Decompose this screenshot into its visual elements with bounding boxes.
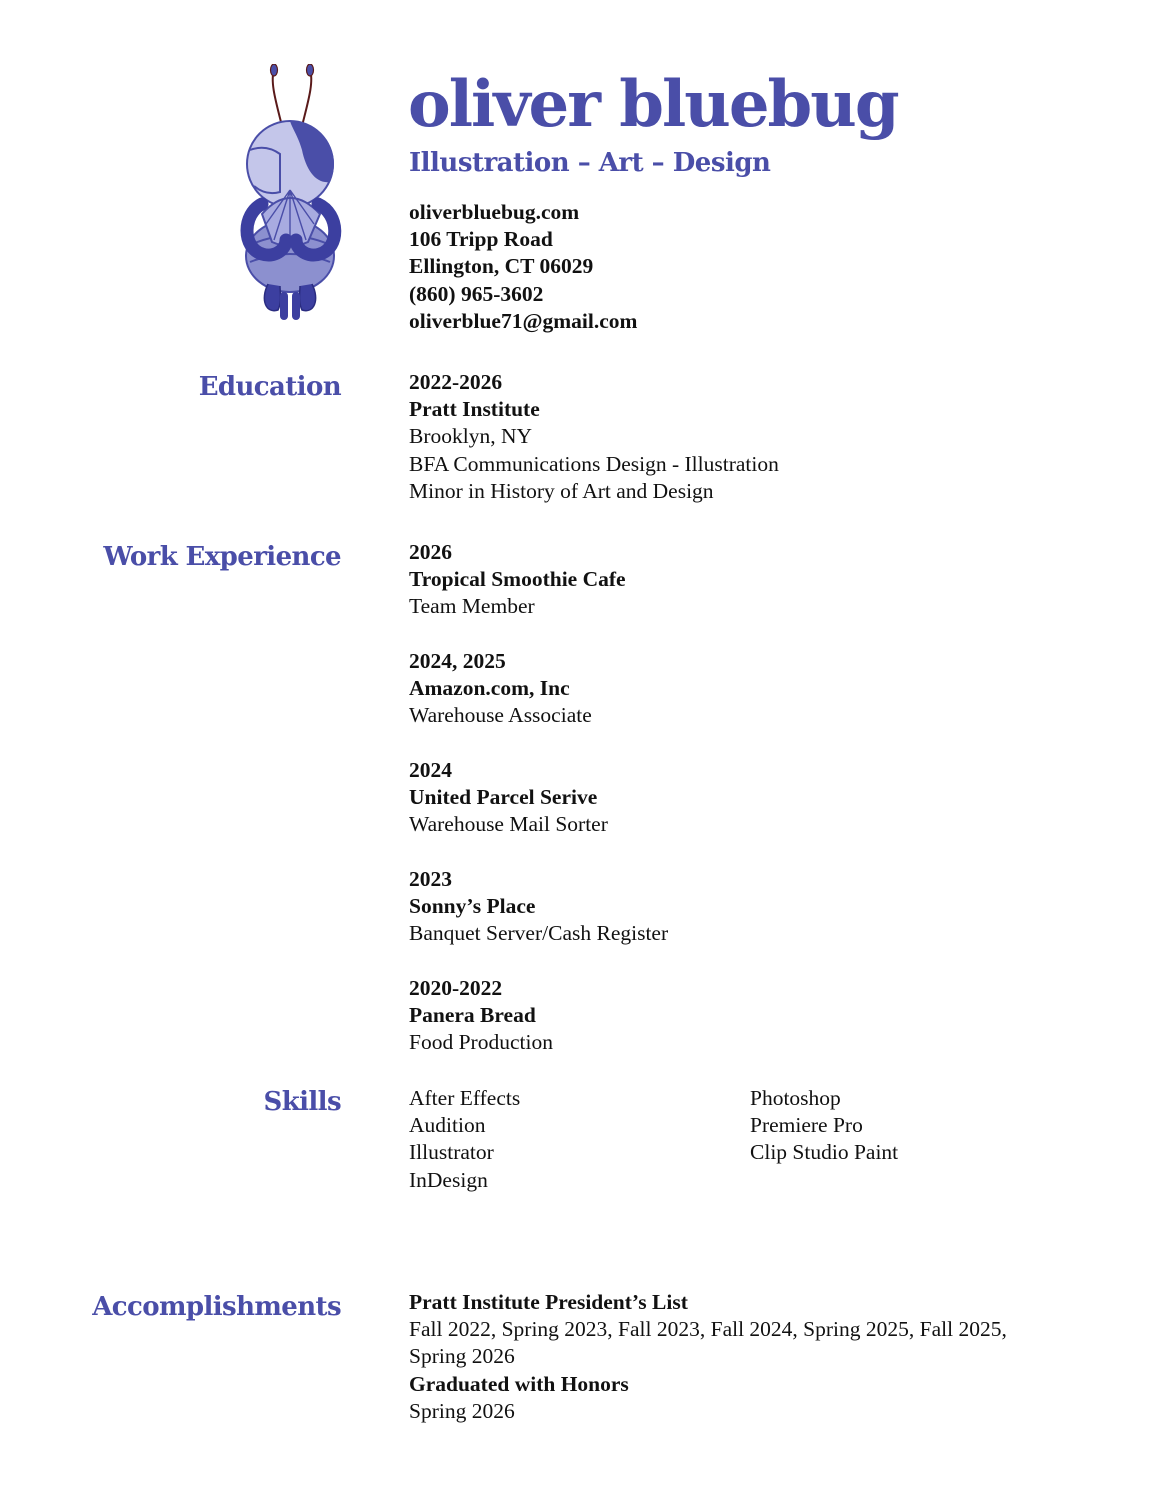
work-role: Banquet Server/Cash Register: [409, 921, 669, 946]
tagline: Illustration – Art – Design: [409, 148, 771, 178]
address-line2: Ellington, CT 06029: [409, 254, 594, 279]
work-years: 2026: [409, 540, 452, 564]
work-role: Warehouse Mail Sorter: [409, 812, 608, 837]
section-title-skills: Skills: [263, 1087, 341, 1117]
skills-column-2: [750, 1085, 898, 1167]
work-years: 2023: [409, 867, 452, 891]
education-location: Brooklyn, NY: [409, 424, 533, 449]
skill-item: InDesign: [409, 1167, 488, 1192]
work-entry: [409, 648, 592, 730]
section-title-education: Education: [198, 372, 341, 402]
work-entry: [409, 539, 626, 621]
email-link[interactable]: oliverblue71@gmail.com: [409, 308, 638, 333]
education-minor: Minor in History of Art and Design: [409, 478, 714, 503]
education-school: Pratt Institute: [409, 397, 540, 422]
accomplishments-list: [409, 1289, 1069, 1425]
work-role: Team Member: [409, 594, 535, 619]
skill-item: Photoshop: [750, 1086, 841, 1110]
accomplishment-title: Graduated with Honors: [409, 1371, 629, 1396]
skills-column-1: [409, 1085, 520, 1194]
skill-item: After Effects: [409, 1086, 521, 1110]
education-years: 2022-2026: [409, 370, 503, 394]
work-years: 2024, 2025: [409, 649, 506, 673]
accomplishment-detail: Spring 2026: [409, 1398, 515, 1423]
work-entry: [409, 975, 553, 1057]
section-title-accomplishments: Accomplishments: [92, 1292, 341, 1322]
accomplishment-detail: Fall 2022, Spring 2023, Fall 2023, Fall 2024, Spring 2025, Fall 2025, Spring 2026: [409, 1317, 1007, 1369]
skill-item: Audition: [409, 1113, 486, 1138]
work-company: United Parcel Serive: [409, 785, 598, 810]
work-role: Warehouse Associate: [409, 703, 592, 728]
work-role: Food Production: [409, 1030, 553, 1055]
website-link[interactable]: oliverbluebug.com: [409, 200, 580, 224]
work-years: 2020-2022: [409, 976, 503, 1000]
work-company: Panera Bread: [409, 1003, 536, 1028]
work-company: Sonny’s Place: [409, 894, 536, 919]
work-company: Amazon.com, Inc: [409, 676, 570, 701]
accomplishment-title: Pratt Institute President’s List: [409, 1290, 688, 1314]
work-company: Tropical Smoothie Cafe: [409, 567, 626, 592]
work-years: 2024: [409, 758, 452, 782]
education-entry: [409, 369, 779, 505]
work-entry: [409, 757, 608, 839]
address-line1: 106 Tripp Road: [409, 227, 553, 252]
name-heading: oliver bluebug: [408, 67, 898, 142]
skill-item: Illustrator: [409, 1140, 494, 1165]
bug-mascot-icon: [236, 64, 346, 326]
work-entry: [409, 866, 668, 948]
section-title-work: Work Experience: [103, 542, 341, 572]
education-degree: BFA Communications Design - Illustration: [409, 451, 779, 476]
contact-block: [409, 199, 637, 335]
skill-item: Premiere Pro: [750, 1113, 863, 1138]
phone: (860) 965-3602: [409, 281, 544, 306]
skill-item: Clip Studio Paint: [750, 1140, 899, 1165]
